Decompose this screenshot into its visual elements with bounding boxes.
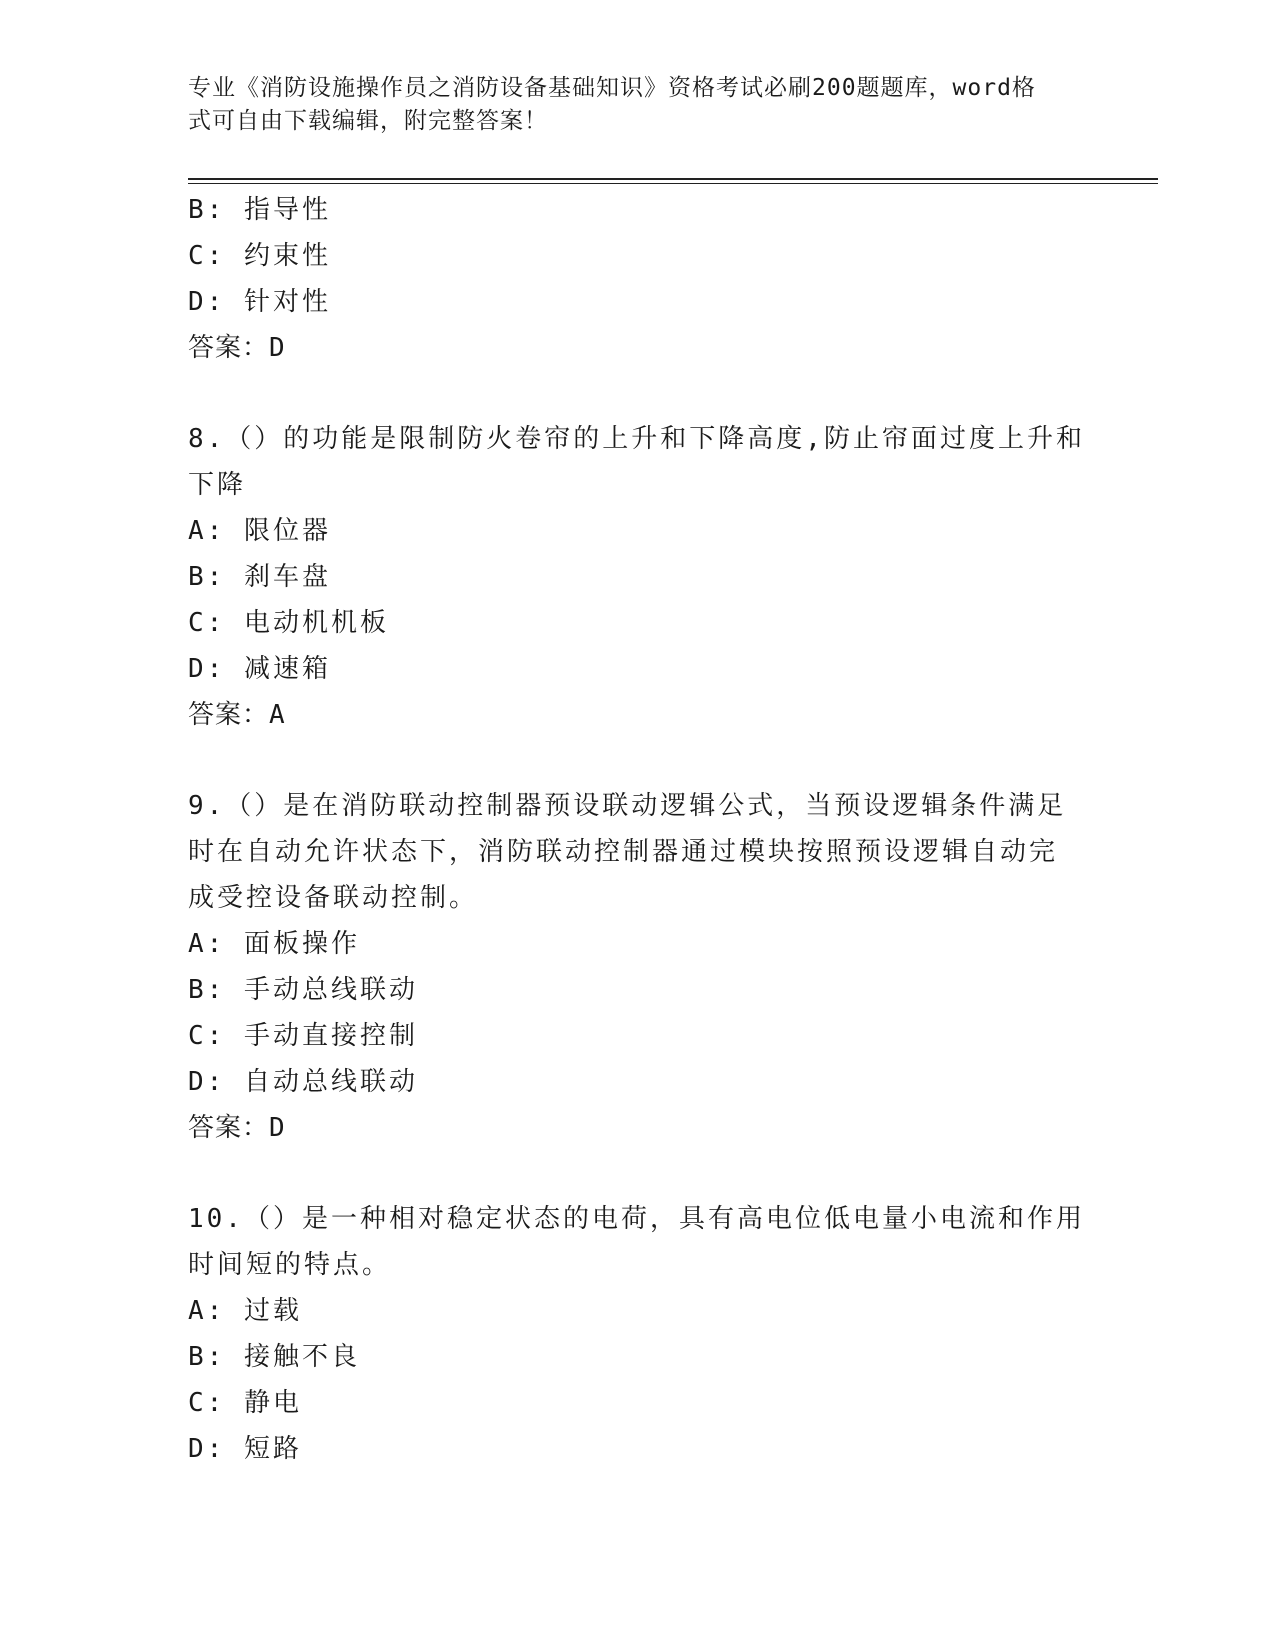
option-b: B: 接触不良 [188,1342,360,1372]
header-divider-thin [188,183,1158,184]
option-d: D: 短路 [188,1434,302,1464]
question-spacer [188,371,1088,416]
page-header [188,72,1068,138]
question-stem-line: 8.（）的功能是限制防火卷帘的上升和下降高度,防止帘面过度上升和 [188,424,1085,454]
question-stem-line: 下降 [188,470,247,500]
question-stem-line: 成受控设备联动控制。 [188,883,479,913]
option-b: B: 指导性 [188,195,331,225]
answer-line: 答案：D [188,333,286,363]
question-9 [188,783,1088,1151]
header-line-2: 式可自由下载编辑，附完整答案！ [188,108,548,134]
question-8 [188,416,1088,738]
header-line-1: 专业《消防设施操作员之消防设备基础知识》资格考试必刷200题题库，word格 [188,75,1036,101]
option-a: A: 面板操作 [188,929,360,959]
option-c: C: 手动直接控制 [188,1021,418,1051]
question-10 [188,1196,1088,1472]
option-a: A: 限位器 [188,516,331,546]
question-stem-line: 10.（）是一种相对稳定状态的电荷，具有高电位低电量小电流和作用 [188,1204,1085,1234]
question-stem-line: 9.（）是在消防联动控制器预设联动逻辑公式，当预设逻辑条件满足 [188,791,1067,821]
option-a: A: 过载 [188,1296,302,1326]
option-d: D: 针对性 [188,287,331,317]
option-b: B: 手动总线联动 [188,975,418,1005]
option-d: D: 自动总线联动 [188,1067,418,1097]
question-stem-line: 时间短的特点。 [188,1250,392,1280]
question-spacer [188,738,1088,783]
question-list [188,187,1088,1472]
header-divider-thick [188,178,1158,180]
option-c: C: 约束性 [188,241,331,271]
option-c: C: 静电 [188,1388,302,1418]
option-d: D: 减速箱 [188,654,331,684]
question-stem-line: 时在自动允许状态下，消防联动控制器通过模块按照预设逻辑自动完 [188,837,1059,867]
previous-question-tail [188,187,1088,371]
question-spacer [188,1151,1088,1196]
answer-line: 答案：A [188,700,286,730]
option-b: B: 刹车盘 [188,562,331,592]
answer-line: 答案：D [188,1113,286,1143]
option-c: C: 电动机机板 [188,608,389,638]
